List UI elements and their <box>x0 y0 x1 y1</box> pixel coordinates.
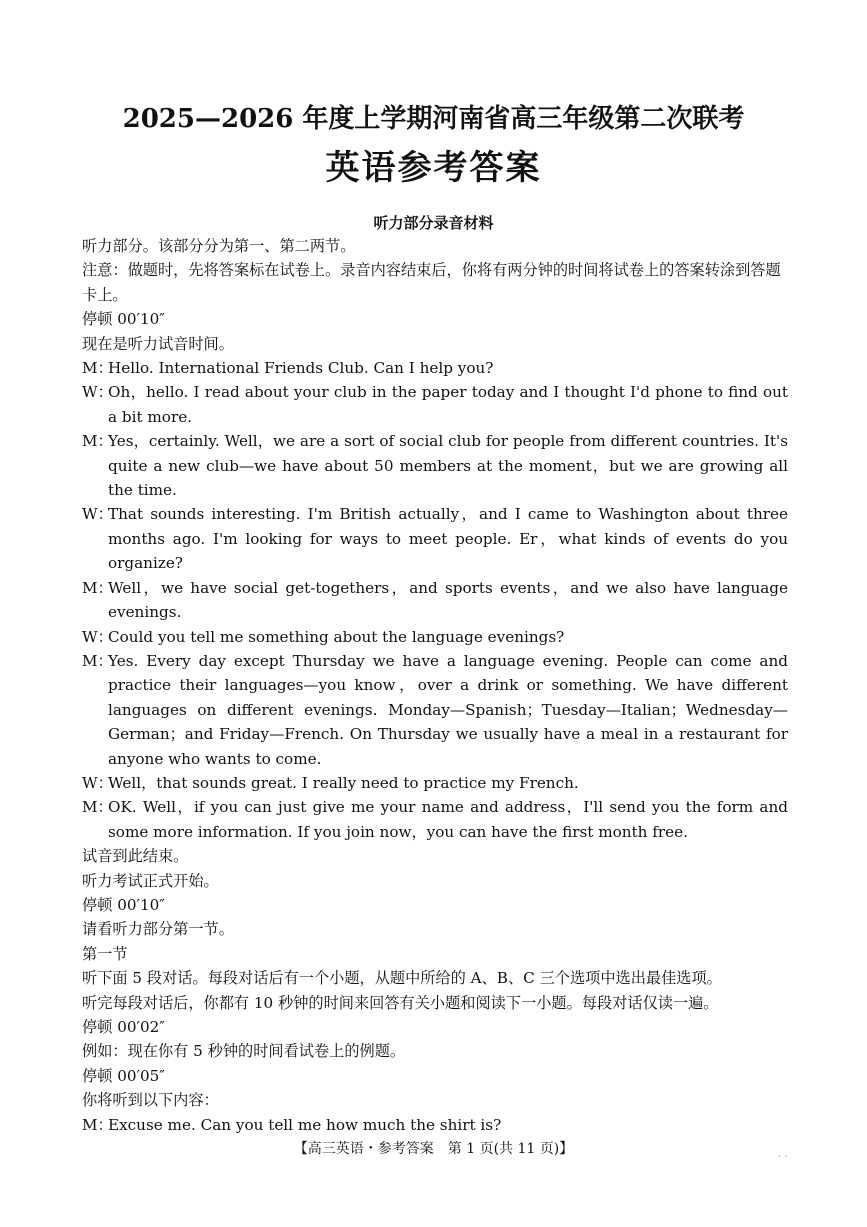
dialog-text: Well，we have social get-togethers，and sports events，and we also have language evenings. <box>108 578 788 622</box>
dialog-text: Well，that sounds great. I really need to practice my French. <box>108 773 579 792</box>
instruction-line: 你将听到以下内容： <box>82 1091 219 1110</box>
speaker-label: M： <box>82 1115 113 1134</box>
dialog-text: Oh，hello. I read about your club in the paper today and I thought I'd phone to find out a bit more. <box>108 383 788 426</box>
instruction-line: 请看听力部分第一节。 <box>82 920 234 939</box>
speaker-label: M： <box>82 651 113 670</box>
speaker-label: W： <box>82 383 113 402</box>
transcript-body <box>82 234 788 1137</box>
instruction-line: 听下面 5 段对话。每段对话后有一个小题，从题中所给的 A、B、C 三个选项中选出最佳选项。 <box>82 969 722 988</box>
dialog-text: Yes. Every day except Thursday we have a language evening. People can come and practice their languages—you know，over a drink or something. We have different languages on different evenings. Monday—Spanish；Tuesday—Italian；Wednesday—German；and Friday—French. On Thursday we usually have a meal in a restaurant for anyone who wants to come. <box>108 651 788 768</box>
dialog-text: Excuse me. Can you tell me how much the shirt is? <box>108 1115 502 1134</box>
instruction-line: 停顿 00′10″ <box>82 895 165 914</box>
document-title: 英语参考答案 <box>325 148 542 188</box>
section-title: 听力部分录音材料 <box>373 214 494 232</box>
dialog-line <box>82 771 788 795</box>
instruction-line: 例如：现在你有 5 秒钟的时间看试卷上的例题。 <box>82 1042 406 1061</box>
instruction-line: 停顿 00′05″ <box>82 1066 165 1085</box>
dialog-text: OK. Well，if you can just give me your name and address，I'll send you the form and some more information. If you join now，you can have the first month free. <box>108 798 788 841</box>
instruction-line: 听力部分。该部分分为第一、第二两节。 <box>82 237 356 255</box>
exam-title: 2025—2026 年度上学期河南省高三年级第二次联考 <box>122 104 745 134</box>
speaker-label: M： <box>82 432 113 451</box>
dialog-text: Yes，certainly. Well，we are a sort of social club for people from different countries. It's quite a new club—we have about 50 members at the moment，but we are growing all the time. <box>108 432 788 500</box>
dialog-line <box>82 576 788 625</box>
page-footer: 【高三英语・参考答案 第 1 页(共 11 页)】 <box>293 1141 574 1157</box>
instruction-line: 第一节 <box>82 944 128 963</box>
dialog-line <box>82 502 788 575</box>
instruction-line: 听完每段对话后，你都有 10 秒钟的时间来回答有关小题和阅读下一小题。每段对话仅读一遍。 <box>82 993 719 1012</box>
dialog-line <box>82 429 788 502</box>
instruction-line: 现在是听力试音时间。 <box>82 334 234 353</box>
instruction-line: 听力考试正式开始。 <box>82 871 219 890</box>
instruction-line: 注意：做题时，先将答案标在试卷上。录音内容结束后，你将有两分钟的时间将试卷上的答案转涂到答题卡上。 <box>82 261 781 304</box>
dialog-line <box>82 625 788 649</box>
dialog-line <box>82 649 788 771</box>
dialog-text: Could you tell me something about the language evenings? <box>108 627 565 646</box>
speaker-label: M： <box>82 359 113 378</box>
instruction-line: 试音到此结束。 <box>82 847 189 866</box>
instruction-line: 停顿 00′02″ <box>82 1018 165 1036</box>
speaker-label: W： <box>82 627 113 646</box>
dialog-text: That sounds interesting. I'm British actually，and I came to Washington about three months ago. I'm looking for ways to meet people. Er，what kinds of events do you organize? <box>108 505 788 573</box>
speaker-label: W： <box>82 773 113 792</box>
speaker-label: M： <box>82 578 113 597</box>
speaker-label: M： <box>82 798 113 817</box>
dialog-line <box>82 380 788 429</box>
dialog-line <box>82 356 788 380</box>
scan-mark: · · <box>778 1152 788 1163</box>
dialog-line <box>82 795 788 844</box>
dialog-line <box>82 1113 788 1137</box>
instruction-line: 停顿 00′10″ <box>82 310 165 329</box>
speaker-label: W： <box>82 505 113 524</box>
dialog-text: Hello. International Friends Club. Can I help you? <box>108 359 494 378</box>
